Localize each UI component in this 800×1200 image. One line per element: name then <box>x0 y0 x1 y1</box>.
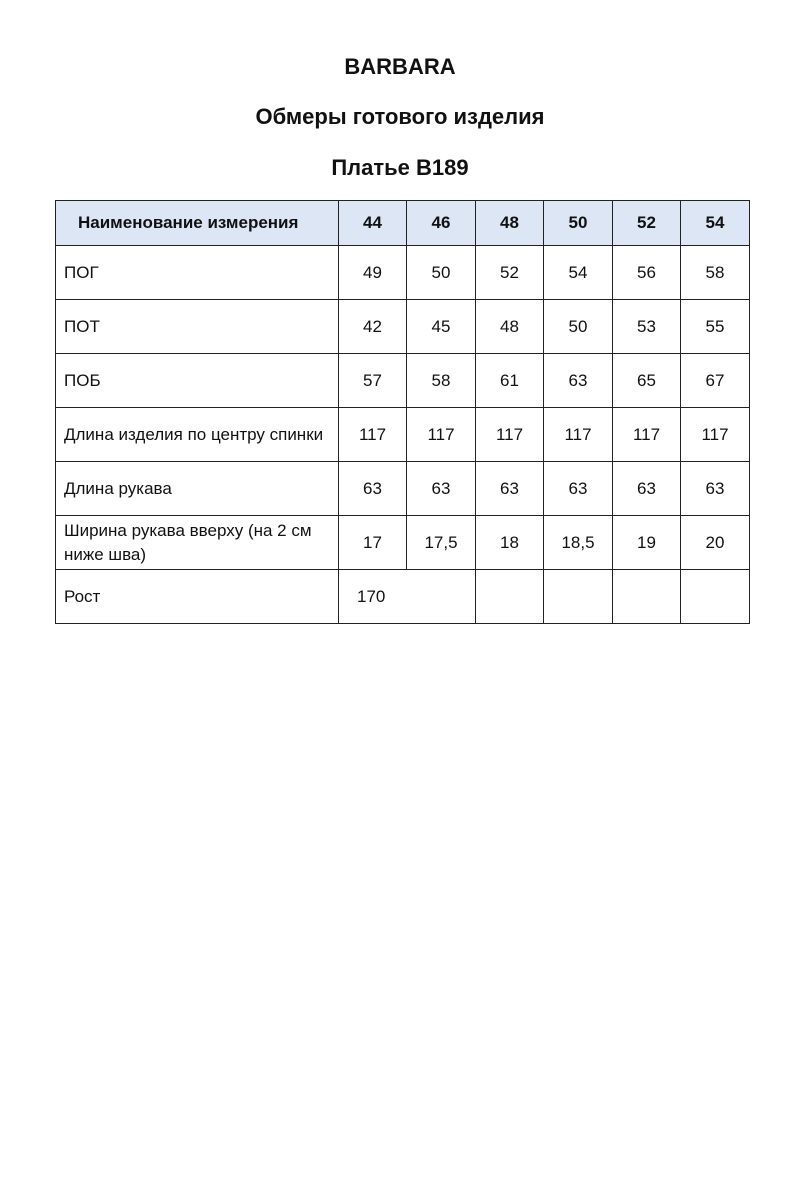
table-cell: 56 <box>613 246 681 300</box>
table-cell: 18,5 <box>544 516 613 570</box>
table-row-sleeve-length <box>56 462 750 516</box>
column-header-size-54: 54 <box>681 201 750 246</box>
table-row-sleeve-width <box>56 516 750 570</box>
row-label: Ширина рукава вверху (на 2 см ниже шва) <box>56 516 339 570</box>
table-cell: 63 <box>544 354 613 408</box>
row-label: ПОТ <box>56 300 339 354</box>
column-header-size-46: 46 <box>407 201 476 246</box>
table-cell: 63 <box>544 462 613 516</box>
row-label: ПОБ <box>56 354 339 408</box>
table-row-pot <box>56 300 750 354</box>
brand-title: BARBARA <box>344 54 456 79</box>
empty-cell <box>476 570 544 624</box>
table-row-pog <box>56 246 750 300</box>
row-label: ПОГ <box>56 246 339 300</box>
table-cell: 63 <box>681 462 750 516</box>
table-cell: 117 <box>339 408 407 462</box>
table-cell: 65 <box>613 354 681 408</box>
table-cell: 48 <box>476 300 544 354</box>
table-cell: 63 <box>476 462 544 516</box>
table-cell: 63 <box>407 462 476 516</box>
table-cell: 117 <box>407 408 476 462</box>
table-header-row <box>56 201 750 246</box>
document-subtitle: Обмеры готового изделия <box>255 104 545 129</box>
measurements-table <box>55 200 750 624</box>
empty-cell <box>681 570 750 624</box>
table-cell: 50 <box>544 300 613 354</box>
column-header-measurement-name: Наименование измерения <box>56 201 339 246</box>
table-cell: 53 <box>613 300 681 354</box>
table-cell: 63 <box>339 462 407 516</box>
column-header-size-44: 44 <box>339 201 407 246</box>
table-cell: 18 <box>476 516 544 570</box>
row-label: Рост <box>56 570 339 624</box>
row-label: Длина изделия по центру спинки <box>56 408 339 462</box>
table-cell: 55 <box>681 300 750 354</box>
table-row-length-center-back <box>56 408 750 462</box>
table-cell: 42 <box>339 300 407 354</box>
column-header-size-48: 48 <box>476 201 544 246</box>
column-header-size-52: 52 <box>613 201 681 246</box>
table-cell: 52 <box>476 246 544 300</box>
table-row-height <box>56 570 750 624</box>
table-cell: 17 <box>339 516 407 570</box>
row-label: Длина рукава <box>56 462 339 516</box>
table-cell: 67 <box>681 354 750 408</box>
table-cell: 19 <box>613 516 681 570</box>
table-cell: 170 <box>339 570 476 624</box>
empty-cell <box>544 570 613 624</box>
table-row-pob <box>56 354 750 408</box>
empty-cell <box>613 570 681 624</box>
product-title: Платье B189 <box>331 155 469 180</box>
table-cell: 49 <box>339 246 407 300</box>
column-header-size-50: 50 <box>544 201 613 246</box>
table-cell: 117 <box>476 408 544 462</box>
table-cell: 50 <box>407 246 476 300</box>
table-cell: 117 <box>544 408 613 462</box>
table-cell: 63 <box>613 462 681 516</box>
table-cell: 17,5 <box>407 516 476 570</box>
table-cell: 117 <box>613 408 681 462</box>
table-cell: 54 <box>544 246 613 300</box>
table-cell: 58 <box>681 246 750 300</box>
table-cell: 57 <box>339 354 407 408</box>
table-cell: 117 <box>681 408 750 462</box>
table-cell: 58 <box>407 354 476 408</box>
table-cell: 20 <box>681 516 750 570</box>
table-cell: 61 <box>476 354 544 408</box>
table-cell: 45 <box>407 300 476 354</box>
